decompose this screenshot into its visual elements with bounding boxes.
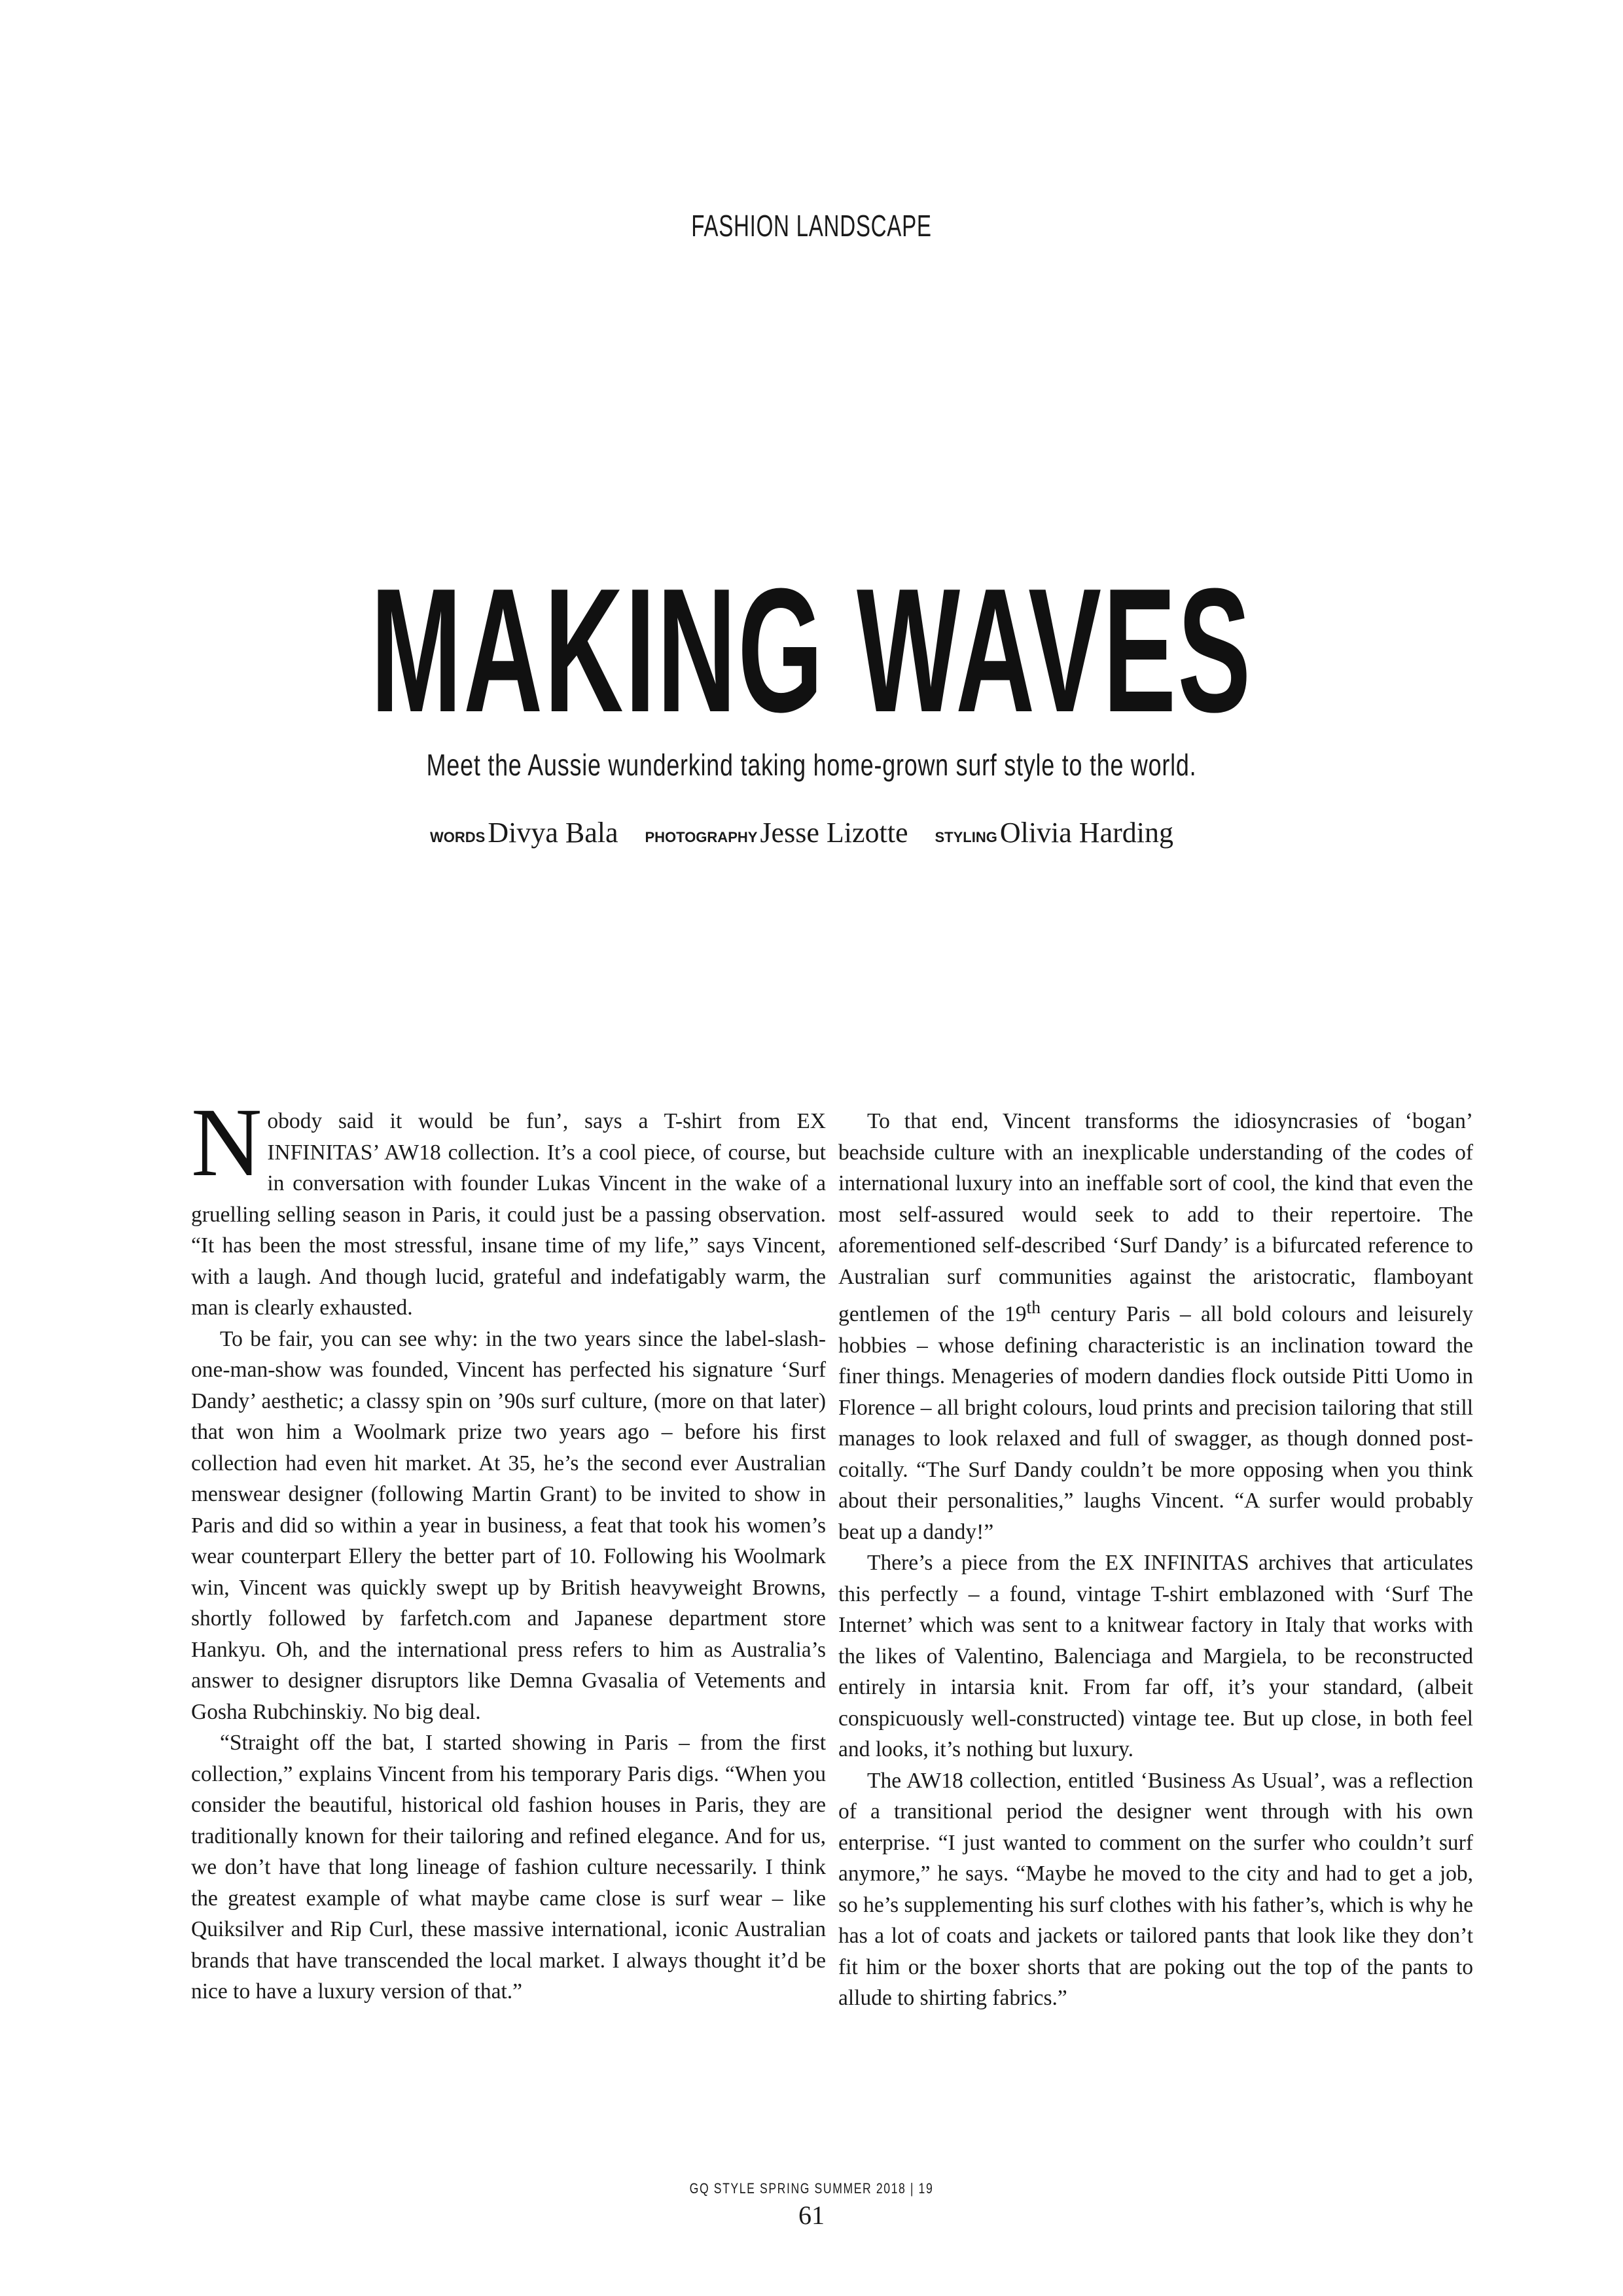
page-number: 61 [798,2200,825,2230]
body-paragraph [191,1088,826,1324]
credit-role-words: WORDS [429,829,486,845]
credit-role-photography: PHOTOGRAPHY [645,829,758,845]
body-column-left [191,1088,826,2007]
footer-magazine: GQ STYLE SPRING SUMMER 2018 | 19 [689,2180,934,2197]
credit-name-words: Divya Bala [488,817,618,849]
body-paragraph: “Straight off the bat, I started showing in Paris – from the first collection,” explains Vincent from his temporary Paris digs. “When you consider the beautiful, historical old fashion houses in Paris, they are traditionally known for their tailoring and refined elegance. And for us, we don’t have that long lineage of fashion culture necessarily. I think the greatest example of what maybe came close is surf wear – like Quiksilver and Rip Curl, these massive international, iconic Australian brands that have transcended the local market. I always thought it’d be nice to have a luxury version of that.” [191,1731,826,2004]
section-label: FASHION LANDSCAPE [691,209,932,243]
body-paragraph: The AW18 collection, entitled ‘Business As Usual’, was a reflection of a transitional period the designer went through with his own enterprise. “I just wanted to comment on the surfer who couldn’t surf anymore,” he says. “Maybe he moved to the city and had to get a job, so he’s supplementing his surf clothes with his father’s, which is why he has a lot of coats and jackets or tailored pants that look like they don’t fit him or the boxer shorts that are poking out the top of the pants to allude to shirting fabrics.” [838,1768,1473,2011]
body-paragraph [838,1106,1473,1547]
paragraph-text: To that end, Vincent transforms the idiosyncrasies of ‘bogan’ beachside culture with an inexplicable understanding of the codes of international luxury into an ineffable sort of cool, the kind that even the most self-assured would seek to add to their repertoire. The aforementioned self-described ‘Surf Dandy’ is a bifurcated reference to Australian surf communities against the aristocratic, flamboyant gentlemen of the 19 [838,1109,1473,1327]
body-column-right [838,1106,1473,2014]
article-standfirst: Meet the Aussie wunderkind taking home-grown surf style to the world. [426,748,1197,782]
article-credits [0,816,1623,849]
credit-role-styling: STYLING [935,829,997,845]
drop-cap: N [191,1088,262,1197]
superscript: th [1026,1298,1041,1318]
credit-name-styling: Olivia Harding [999,817,1173,849]
article-title: MAKING WAVES [370,552,1253,749]
credit-name-photography: Jesse Lizotte [760,817,908,849]
paragraph-text: century Paris – all bold colours and leisurely hobbies – whose defining characteristic is an inclination toward the finer things. Menageries of modern dandies flock outside Pitti Uomo in Florence – all bright colours, loud prints and precision tailoring that still manages to look relaxed and full of swagger, as though donned post-coitally. “The Surf Dandy couldn’t be more opposing when you think about their personalities,” laughs Vincent. “A surfer would probably beat up a dandy!” [838,1302,1473,1544]
paragraph-text: obody said it would be fun’, says a T-shirt from EX INFINITAS’ AW18 collection. It’s a cool piece, of course, but in conversation with founder Lukas Vincent in the wake of a gruelling selling season in Paris, it could just be a passing observation. “It has been the most stressful, insane time of my life,” says Vincent, with a laugh. And though lucid, grateful and indefatigably warm, the man is clearly exhausted. [191,1109,826,1320]
body-paragraph: There’s a piece from the EX INFINITAS archives that articulates this perfectly – a found, vintage T-shirt emblazoned with ‘Surf The Internet’ which was sent to a knitwear factory in Italy that works with the likes of Valentino, Balenciaga and Margiela, to be reconstructed entirely in intarsia knit. From far off, it’s your standard, (albeit conspicuously well-constructed) vintage tee. But up close, in both feel and looks, it’s nothing but luxury. [838,1551,1473,1762]
body-paragraph: To be fair, you can see why: in the two years since the label-slash-one-man-show was founded, Vincent has perfected his signature ‘Surf Dandy’ aesthetic; a classy spin on ’90s surf culture, (more on that later) that won him a Woolmark prize two years ago – before his first collection had even hit market. At 35, he’s the second ever Australian menswear designer (following Martin Grant) to be invited to show in Paris and did so within a year in business, a feat that took his women’s wear counterpart Ellery the better part of 10. Following his Woolmark win, Vincent was quickly swept up by British heavyweight Browns, shortly followed by farfetch.com and Japanese department store Hankyu. Oh, and the international press refers to him as Australia’s answer to designer disruptors like Demna Gvasalia of Vetements and Gosha Rubchinskiy. No big deal. [191,1326,826,1724]
